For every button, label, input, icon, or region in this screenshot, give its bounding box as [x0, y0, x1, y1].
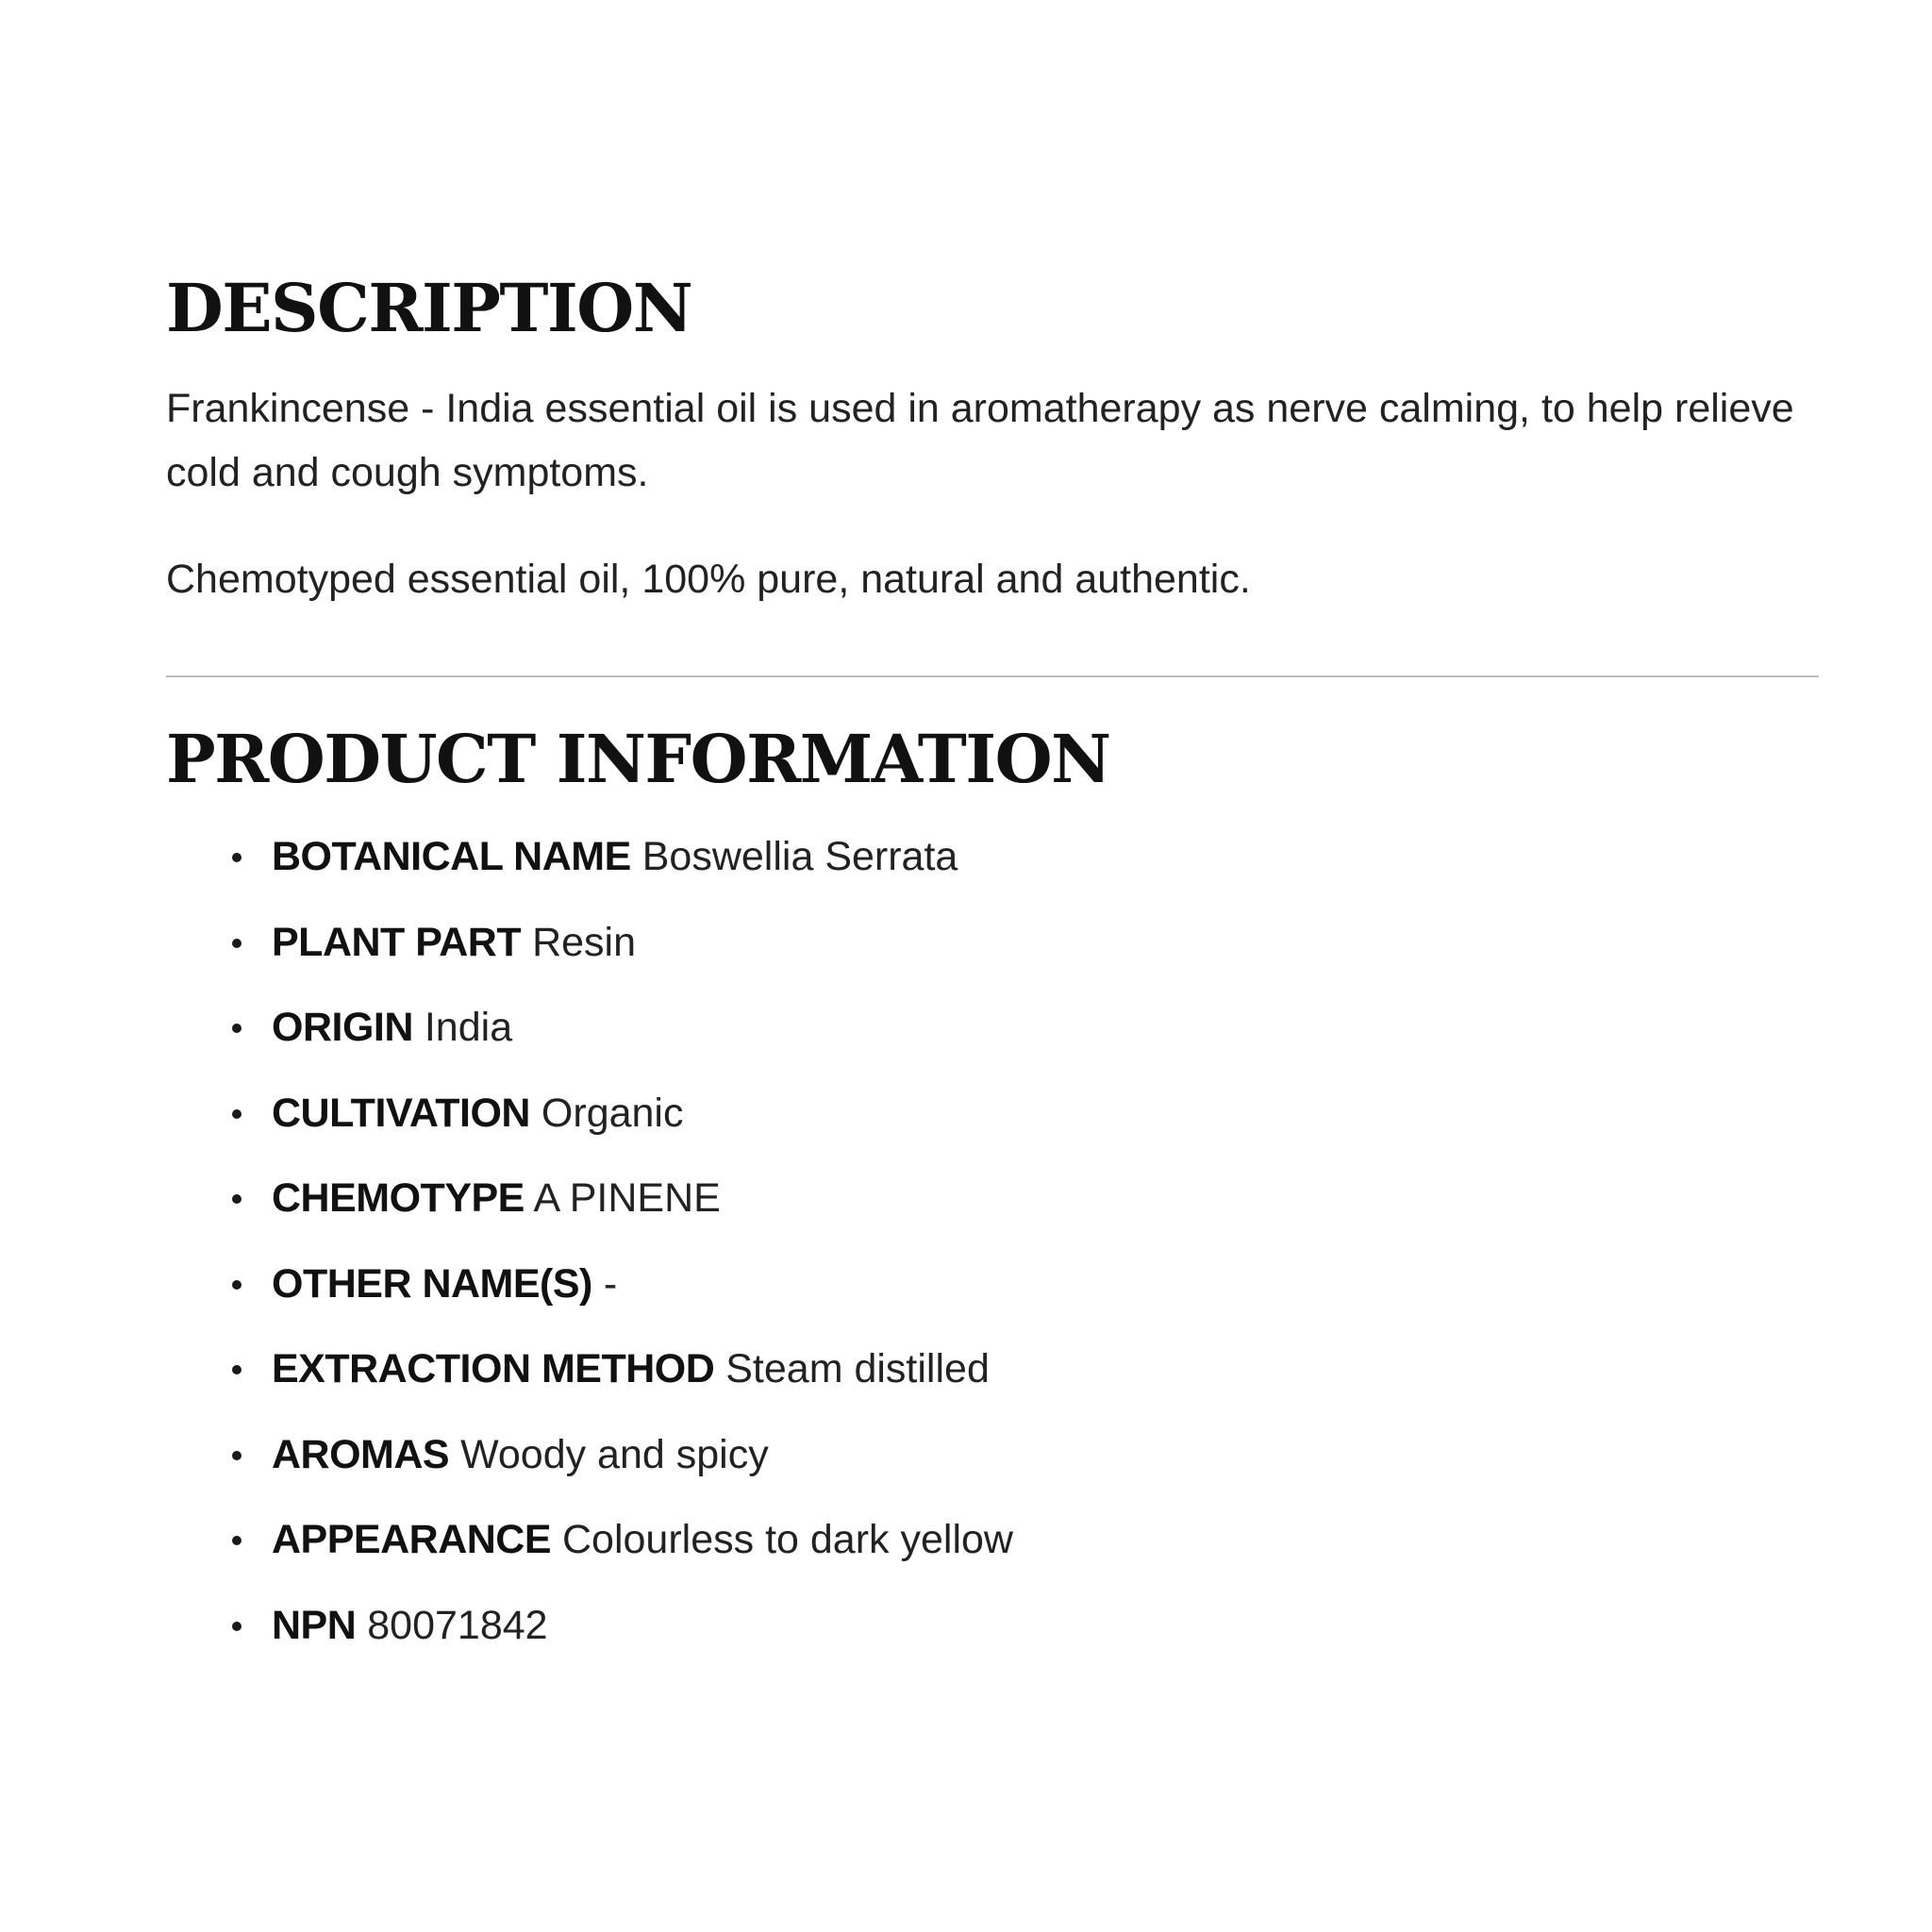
info-item-appearance: [166, 1497, 1819, 1583]
bullet-icon: [232, 1280, 242, 1290]
description-heading: DESCRIPTION: [166, 269, 692, 347]
info-value: Colourless to dark yellow: [562, 1517, 1013, 1562]
info-label: EXTRACTION METHOD: [272, 1346, 715, 1391]
product-information-heading: PRODUCT INFORMATION: [166, 720, 1110, 798]
info-value: Steam distilled: [725, 1346, 990, 1391]
info-item-plant-part: [166, 900, 1819, 986]
bullet-icon: [232, 1194, 242, 1204]
product-information-list: [166, 814, 1819, 1668]
description-paragraph: Frankincense - India essential oil is used in aromatherapy as nerve calming, to help relieve cold and cough symptoms.: [166, 386, 1794, 495]
info-item-npn: [166, 1583, 1819, 1669]
info-value: -: [603, 1260, 618, 1307]
bullet-icon: [232, 939, 242, 948]
info-item-cultivation: [166, 1071, 1819, 1157]
info-label: ORIGIN: [272, 1005, 413, 1050]
info-item-aromas: [166, 1412, 1819, 1498]
info-label: CHEMOTYPE: [272, 1175, 525, 1221]
info-value: Organic: [541, 1090, 684, 1136]
info-value: Resin: [532, 919, 637, 965]
bullet-icon: [232, 1365, 242, 1374]
info-value: 80071842: [367, 1602, 548, 1648]
info-item-other-names: [166, 1241, 1819, 1327]
info-label: CULTIVATION: [272, 1090, 530, 1136]
bullet-icon: [232, 1109, 242, 1119]
info-item-origin: [166, 985, 1819, 1071]
info-label: OTHER NAME(S): [272, 1260, 592, 1307]
bullet-icon: [232, 1536, 242, 1545]
info-item-chemotype: [166, 1156, 1819, 1241]
info-value: India: [424, 1005, 513, 1050]
info-value: Boswellia Serrata: [641, 834, 958, 879]
bullet-icon: [232, 853, 242, 862]
info-value: A PINENE: [533, 1175, 721, 1221]
section-divider: [166, 675, 1819, 677]
info-item-extraction-method: [166, 1326, 1819, 1412]
info-label: AROMAS: [272, 1431, 450, 1477]
bullet-icon: [232, 1024, 242, 1033]
info-label: APPEARANCE: [272, 1517, 552, 1562]
bullet-icon: [232, 1451, 242, 1460]
info-label: PLANT PART: [272, 919, 522, 965]
info-label: BOTANICAL NAME: [272, 834, 631, 879]
description-paragraph: Chemotyped essential oil, 100% pure, natural and authentic.: [166, 557, 1251, 602]
bullet-icon: [232, 1622, 242, 1631]
product-details: [166, 255, 1819, 1668]
info-value: Woody and spicy: [460, 1431, 769, 1477]
info-label: NPN: [272, 1602, 357, 1648]
info-item-botanical-name: [166, 814, 1819, 900]
